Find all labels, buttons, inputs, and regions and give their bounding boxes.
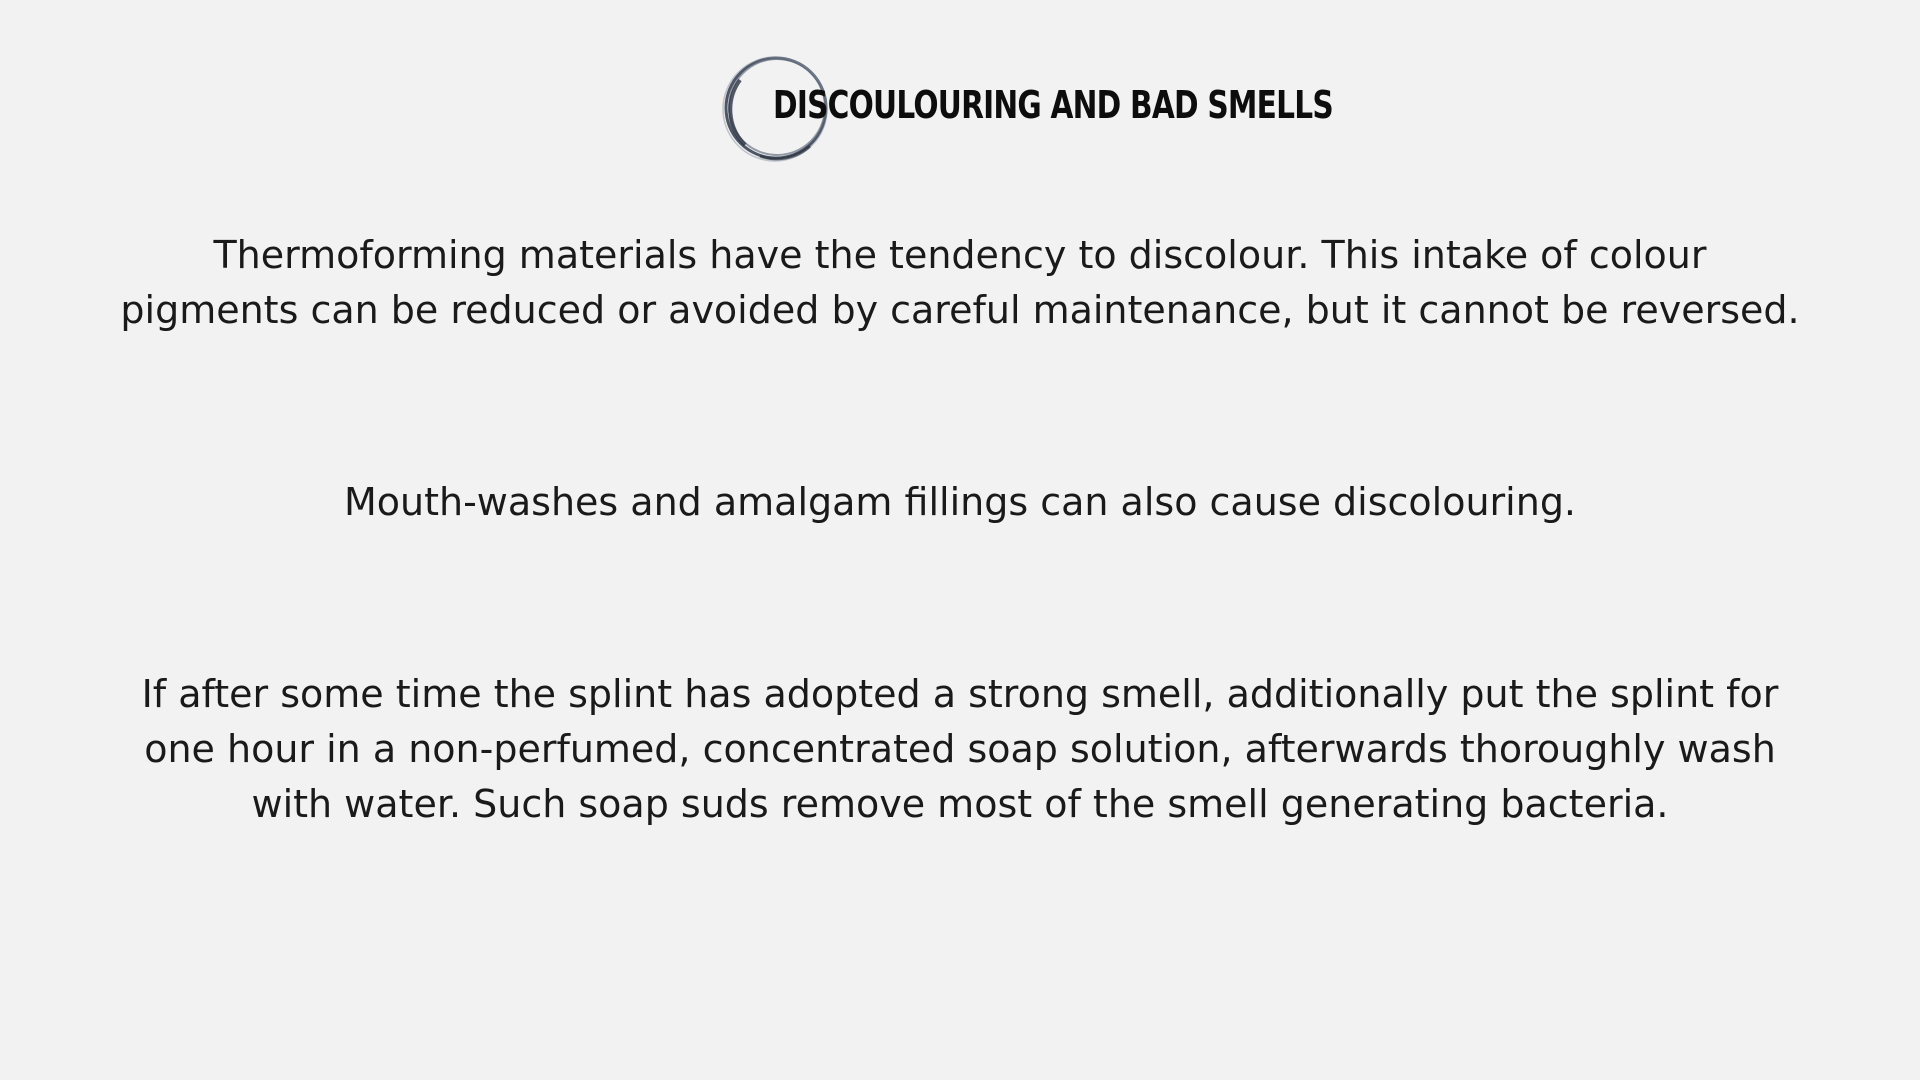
paragraph-line: pigments can be reduced or avoided by careful maintenance, but it cannot be reversed.: [120, 288, 1800, 332]
paragraph-line: one hour in a non-perfumed, concentrated soap solution, afterwards thoroughly wash: [144, 727, 1776, 771]
paragraph-line: Thermoforming materials have the tendency to discolour. This intake of colour: [213, 233, 1707, 277]
paragraph-line: If after some time the splint has adopted a strong smell, additionally put the splint for: [141, 672, 1779, 716]
paragraph-mouthwash: [0, 475, 1920, 530]
paragraph-line: Mouth-washes and amalgam fillings can also cause discolouring.: [343, 480, 1577, 524]
paragraph-line: with water. Such soap suds remove most of the smell generating bacteria.: [251, 782, 1669, 826]
page-header: [720, 50, 1333, 166]
page-title: DISCOULOURING AND BAD SMELLS: [773, 83, 1333, 127]
paragraph-discolouring: [0, 228, 1920, 338]
paragraph-smell: [0, 667, 1920, 832]
